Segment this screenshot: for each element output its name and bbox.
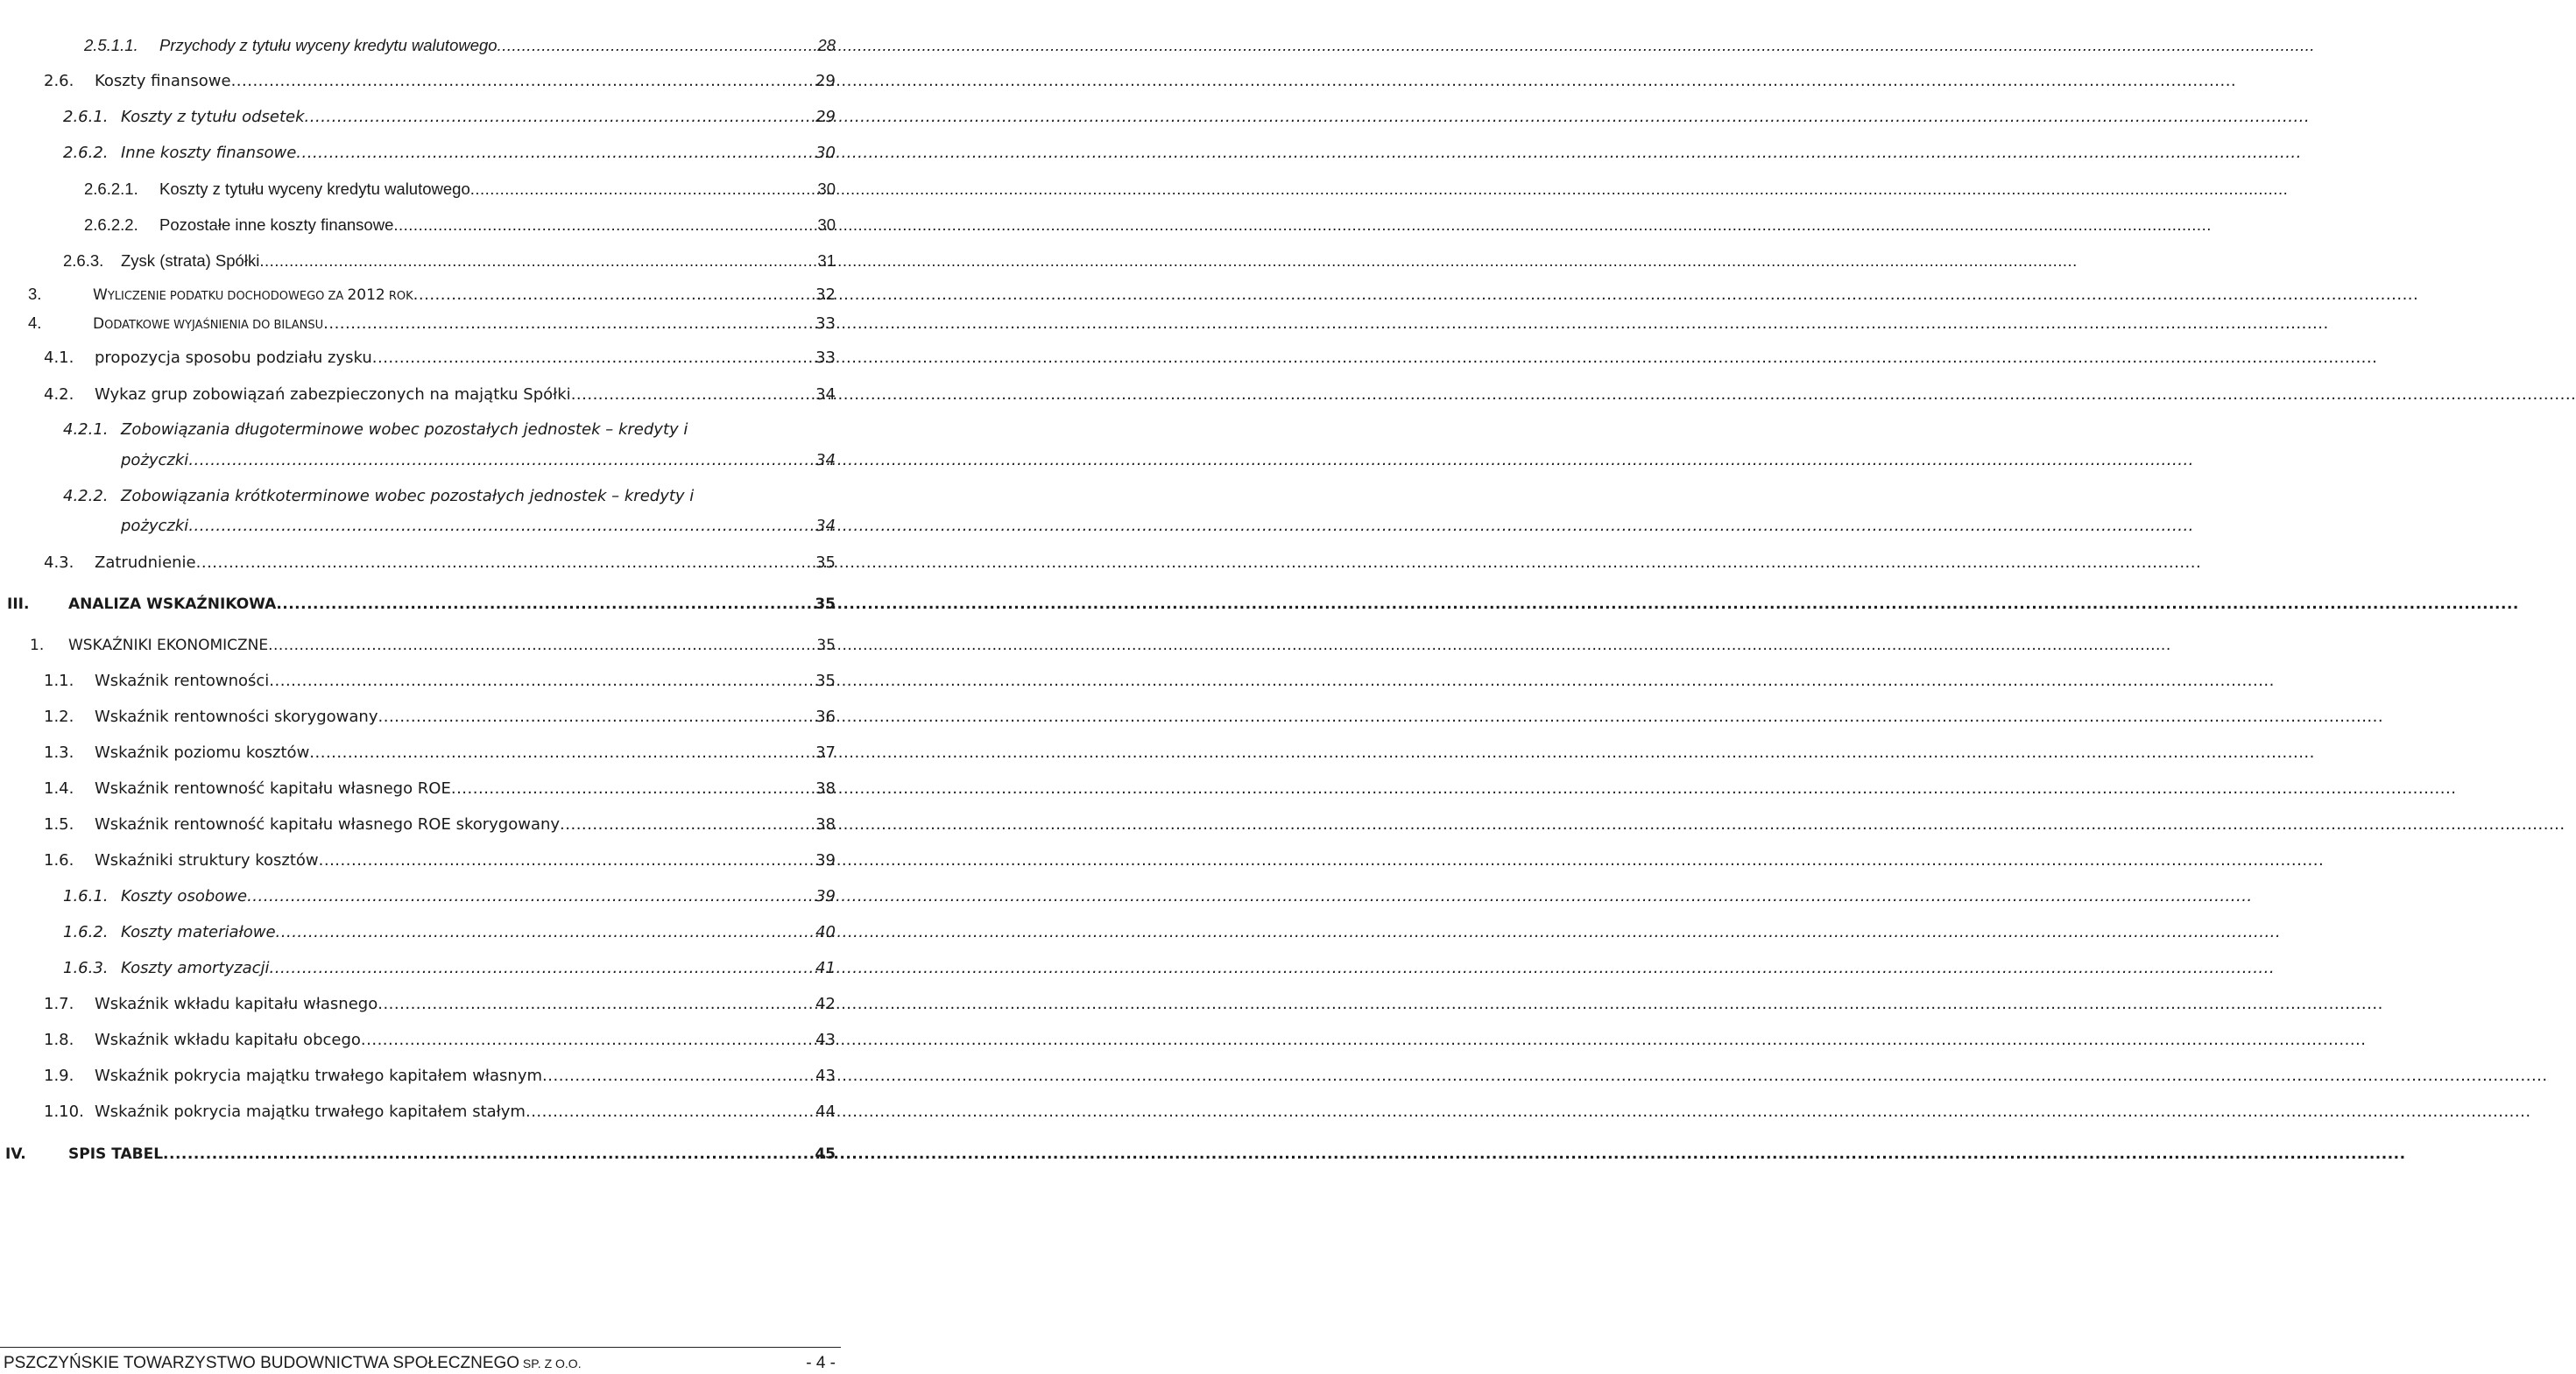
toc-entry[interactable] xyxy=(84,212,836,238)
toc-entry-page: 35 xyxy=(815,595,836,613)
toc-entry-title: Pozostałe inne koszty finansowe xyxy=(159,215,394,234)
toc-dot-leader xyxy=(163,1141,813,1167)
toc-entry-page: 28 xyxy=(817,36,836,54)
toc-entry-number: 4.2. xyxy=(44,385,74,404)
toc-dot-leader xyxy=(269,668,814,694)
toc-entry-number: 2.5.1.1. xyxy=(84,36,138,54)
toc-dot-leader xyxy=(526,1099,814,1125)
toc-entry-continuation[interactable] xyxy=(121,513,836,539)
toc-entry-page: 30 xyxy=(817,215,836,234)
toc-entry-title: Koszty z tytułu wyceny kredytu walutowego xyxy=(159,180,470,198)
toc-entry-page: 32 xyxy=(815,285,836,304)
toc-entry-title: Wskaźnik rentowności skorygowany xyxy=(95,708,378,726)
toc-entry-page: 41 xyxy=(815,959,836,977)
toc-dot-leader xyxy=(470,176,816,202)
toc-entry-title: Koszty z tytułu odsetek xyxy=(121,108,305,126)
toc-entry-number: 1.2. xyxy=(44,708,74,726)
toc-entry-number: 2.6.2. xyxy=(63,144,109,162)
toc-entry-page: 36 xyxy=(815,708,836,726)
toc-entry-title: Wskaźnik rentowność kapitału własnego ROE xyxy=(95,779,451,798)
toc-entry-page: 39 xyxy=(815,851,836,870)
toc-dot-leader xyxy=(270,955,815,982)
toc-entry-title: Wskaźnik rentowność kapitału własnego ROE skorygowany xyxy=(95,815,561,834)
toc-entry-number: IV. xyxy=(5,1145,26,1163)
toc-entry-title: Wykaz grup zobowiązań zabezpieczonych na majątku Spółki xyxy=(95,385,571,404)
toc-dot-leader xyxy=(276,591,813,617)
toc-entry[interactable] xyxy=(7,591,836,617)
toc-entry-number: 4. xyxy=(28,314,42,332)
toc-entry-title-continued: pożyczki xyxy=(121,517,189,535)
toc-entry[interactable] xyxy=(44,776,836,802)
toc-entry[interactable] xyxy=(44,68,836,95)
toc-entry-title: Wskaźnik wkładu kapitału obcego xyxy=(95,1031,361,1049)
toc-entry-title: Przychody z tytułu wyceny kredytu walutowego xyxy=(159,36,498,54)
toc-entry[interactable] xyxy=(44,812,836,838)
toc-entry[interactable] xyxy=(28,310,836,336)
toc-entry-page: 34 xyxy=(815,517,836,535)
toc-entry[interactable] xyxy=(44,991,836,1018)
toc-entry-page: 40 xyxy=(815,923,836,941)
toc-dot-leader xyxy=(259,248,815,274)
toc-dot-leader xyxy=(305,104,815,130)
toc-dot-leader xyxy=(323,311,814,337)
toc-entry-number: 2.6.1. xyxy=(63,108,109,126)
toc-entry-page: 31 xyxy=(817,251,836,270)
toc-entry[interactable] xyxy=(44,704,836,730)
toc-entry[interactable] xyxy=(63,140,836,166)
toc-entry-page: 43 xyxy=(815,1031,836,1049)
toc-dot-leader xyxy=(361,1027,814,1053)
toc-entry-page: 33 xyxy=(815,349,836,367)
toc-dot-leader xyxy=(393,212,815,238)
toc-entry-title: Zobowiązania krótkoterminowe wobec pozostałych jednostek – kredyty i xyxy=(121,487,695,505)
toc-entry-number: 1. xyxy=(30,637,45,654)
toc-dot-leader xyxy=(296,140,814,166)
toc-entry-page: 42 xyxy=(815,995,836,1013)
toc-entry-title: Wskaźnik rentowności xyxy=(95,672,270,690)
toc-entry-title: Zobowiązania długoterminowe wobec pozostałych jednostek – kredyty i xyxy=(121,420,688,439)
toc-entry-title: Zysk (strata) Spółki xyxy=(121,251,260,270)
toc-entry-title: DODATKOWE WYJAŚNIENIA DO BILANSU xyxy=(93,315,324,333)
toc-entry-number: III. xyxy=(7,595,30,613)
toc-entry-page: 35 xyxy=(816,637,836,654)
toc-entry-page: 38 xyxy=(815,815,836,834)
toc-entry-title: Koszty osobowe xyxy=(121,887,248,905)
toc-entry-page: 29 xyxy=(815,108,836,126)
toc-entry-title: Zatrudnienie xyxy=(95,553,196,572)
toc-dot-leader xyxy=(372,345,814,371)
toc-entry[interactable] xyxy=(84,32,836,59)
toc-entry-number: 1.7. xyxy=(44,995,74,1013)
toc-entry-title: Wskaźniki struktury kosztów xyxy=(95,851,319,870)
toc-entry[interactable] xyxy=(28,281,836,307)
toc-entry-title-continued: pożyczki xyxy=(121,451,189,469)
toc-entry-number: 1.1. xyxy=(44,672,74,690)
toc-entry[interactable] xyxy=(44,848,836,874)
toc-dot-leader xyxy=(247,884,814,910)
toc-entry[interactable] xyxy=(44,382,836,408)
toc-entry[interactable] xyxy=(63,884,836,910)
toc-entry[interactable] xyxy=(44,668,836,694)
footer-divider xyxy=(0,1347,841,1348)
toc-entry-page: 34 xyxy=(815,451,836,469)
toc-entry-number: 3. xyxy=(28,285,42,303)
toc-entry-title: Koszty finansowe xyxy=(95,72,231,90)
toc-entry-number: 1.9. xyxy=(44,1067,74,1085)
toc-dot-leader xyxy=(268,632,815,659)
toc-entry[interactable] xyxy=(63,483,836,510)
toc-entry-title: Inne koszty finansowe xyxy=(121,144,297,162)
toc-entry-page: 39 xyxy=(815,887,836,905)
toc-entry[interactable] xyxy=(63,248,836,274)
toc-dot-leader xyxy=(319,848,814,874)
toc-entry-number: 1.4. xyxy=(44,779,74,798)
toc-entry-page: 45 xyxy=(815,1145,836,1163)
toc-entry[interactable] xyxy=(44,1063,836,1089)
toc-entry-number: 1.8. xyxy=(44,1031,74,1049)
toc-entry-number: 1.6.2. xyxy=(63,923,109,941)
toc-dot-leader xyxy=(188,513,814,539)
toc-dot-leader xyxy=(231,68,815,95)
toc-entry-page: 37 xyxy=(815,743,836,762)
toc-entry-page: 38 xyxy=(815,779,836,798)
toc-entry[interactable] xyxy=(63,104,836,130)
toc-entry-title: ANALIZA WSKAŹNIKOWA xyxy=(68,595,277,613)
toc-entry-title: Wskaźnik pokrycia majątku trwałego kapitałem stałym xyxy=(95,1103,526,1121)
toc-entry-title: Wskaźnik wkładu kapitału własnego xyxy=(95,995,378,1013)
toc-dot-leader xyxy=(498,32,816,59)
footer-company-name: PSZCZYŃSKIE TOWARZYSTWO BUDOWNICTWA SPOŁECZNEGO xyxy=(4,1354,520,1372)
toc-entry-title: Wskaźnik pokrycia majątku trwałego kapitałem własnym xyxy=(95,1067,543,1085)
toc-entry[interactable] xyxy=(44,740,836,766)
toc-entry[interactable] xyxy=(63,417,836,443)
toc-entry-page: 34 xyxy=(815,385,836,404)
toc-entry-title: Koszty amortyzacji xyxy=(121,959,270,977)
toc-entry-page: 35 xyxy=(815,553,836,572)
toc-entry-number: 2.6.2.1. xyxy=(84,180,138,198)
toc-entry-page: 30 xyxy=(815,144,836,162)
toc-entry-number: 2.6.3. xyxy=(63,251,104,270)
toc-dot-leader xyxy=(542,1063,814,1089)
toc-dot-leader xyxy=(451,776,814,802)
toc-entry-page: 44 xyxy=(815,1103,836,1121)
toc-entry[interactable] xyxy=(30,632,836,659)
toc-entry-title: propozycja sposobu podziału zysku xyxy=(95,349,372,367)
toc-dot-leader xyxy=(378,991,814,1018)
toc-entry-page: 35 xyxy=(815,672,836,690)
toc-dot-leader xyxy=(188,447,814,474)
toc-entry-number: 4.1. xyxy=(44,349,74,367)
footer-company-suffix: SP. Z O.O. xyxy=(519,1356,582,1370)
toc-entry[interactable] xyxy=(84,176,836,202)
toc-entry-number: 4.2.2. xyxy=(63,487,109,505)
toc-entry[interactable] xyxy=(5,1141,836,1167)
toc-entry-number: 1.3. xyxy=(44,743,74,762)
toc-entry-number: 1.6. xyxy=(44,851,74,870)
toc-entry-number: 1.6.1. xyxy=(63,887,109,905)
toc-entry[interactable] xyxy=(44,1027,836,1053)
toc-dot-leader xyxy=(276,920,815,946)
toc-entry-number: 1.6.3. xyxy=(63,959,109,977)
toc-entry-page: 29 xyxy=(815,72,836,90)
toc-entry[interactable] xyxy=(63,920,836,946)
toc-entry-number: 2.6.2.2. xyxy=(84,215,138,234)
table-of-contents xyxy=(0,0,841,1374)
toc-dot-leader xyxy=(196,550,814,576)
toc-dot-leader xyxy=(413,282,814,308)
toc-entry-title: Koszty materiałowe xyxy=(121,923,276,941)
toc-dot-leader xyxy=(378,704,815,730)
footer-page-number: - 4 - xyxy=(806,1354,836,1372)
page-footer xyxy=(4,1354,837,1373)
toc-entry-page: 33 xyxy=(815,314,836,333)
toc-entry-title: SPIS TABEL xyxy=(68,1145,164,1163)
toc-entry-number: 4.3. xyxy=(44,553,74,572)
toc-entry[interactable] xyxy=(44,345,836,371)
toc-entry[interactable] xyxy=(63,955,836,982)
toc-dot-leader xyxy=(560,812,814,838)
toc-entry-number: 1.5. xyxy=(44,815,74,834)
toc-entry-title: WSKAŹNIKI EKONOMICZNE xyxy=(68,637,269,654)
toc-entry-page: 30 xyxy=(817,180,836,198)
toc-entry-number: 1.10. xyxy=(44,1103,84,1121)
toc-entry-number: 2.6. xyxy=(44,72,74,90)
toc-entry-page: 43 xyxy=(815,1067,836,1085)
toc-entry-title: Wskaźnik poziomu kosztów xyxy=(95,743,310,762)
toc-entry[interactable] xyxy=(44,1099,836,1125)
toc-dot-leader xyxy=(309,740,814,766)
toc-entry-continuation[interactable] xyxy=(121,447,836,474)
toc-dot-leader xyxy=(571,382,814,408)
toc-entry-title: WYLICZENIE PODATKU DOCHODOWEGO ZA 2012 ROK xyxy=(93,286,413,304)
toc-entry[interactable] xyxy=(44,550,836,576)
toc-entry-number: 4.2.1. xyxy=(63,420,109,439)
